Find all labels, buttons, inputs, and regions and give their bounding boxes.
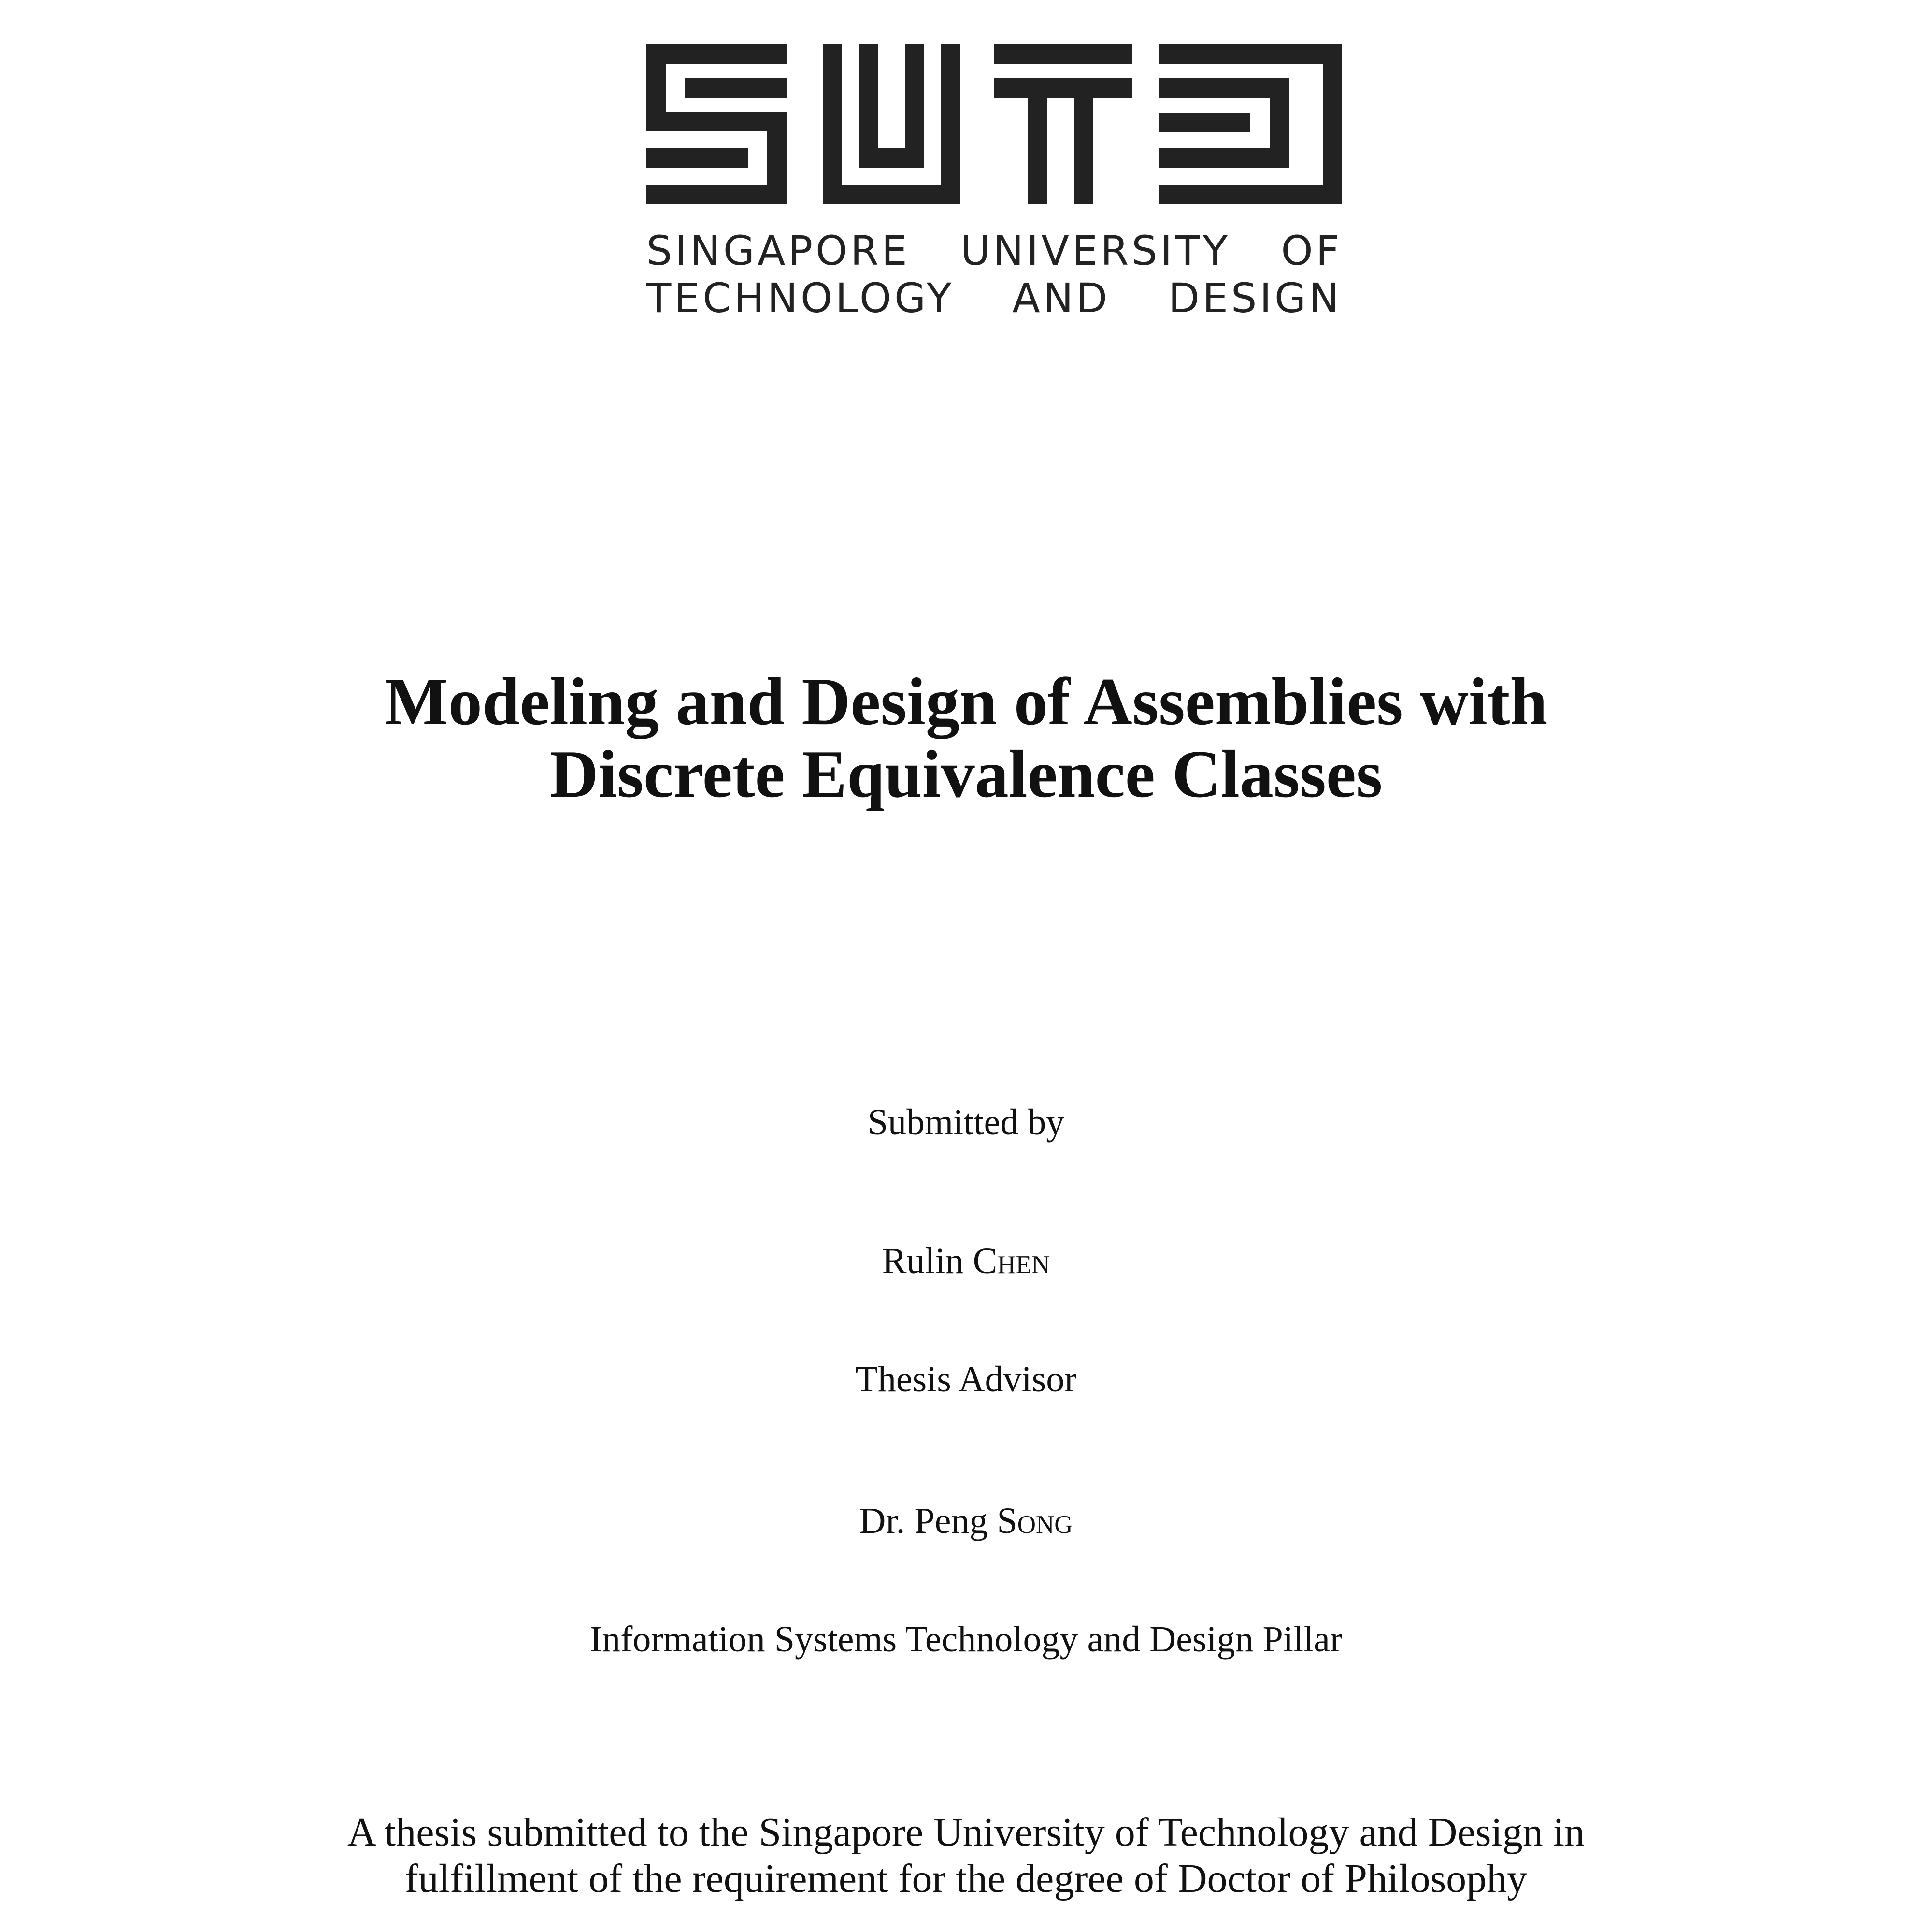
thesis-title-line-2: Discrete Equivalence Classes [549,737,1383,812]
sutd-logo-mark [646,44,1342,204]
university-name-line-1: SINGAPORE UNIVERSITY OF [646,227,1342,274]
university-name-line-2: TECHNOLOGY AND DESIGN [646,274,1342,322]
advisor-given-name: Dr. Peng [859,1501,988,1541]
author-given-name: Rulin [882,1241,964,1281]
university-name [646,227,1342,322]
thesis-title [145,666,1787,811]
degree-statement [145,1809,1787,1902]
thesis-title-line-1: Modeling and Design of Assemblies with [384,664,1548,739]
university-logo [646,44,1342,320]
degree-statement-line-2: fulfillment of the requirement for the degree of Doctor of Philosophy [404,1856,1528,1901]
advisor-family-name: Song [997,1501,1073,1541]
author-family-name: Chen [973,1241,1050,1281]
author-name [145,1239,1787,1283]
advisor-label: Thesis Advisor [855,1359,1077,1400]
advisor-name [145,1499,1787,1543]
degree-statement-line-1: A thesis submitted to the Singapore University of Technology and Design in [347,1810,1585,1855]
submitted-by-label: Submitted by [867,1102,1065,1143]
pillar-name: Information Systems Technology and Design Pillar [589,1619,1343,1660]
